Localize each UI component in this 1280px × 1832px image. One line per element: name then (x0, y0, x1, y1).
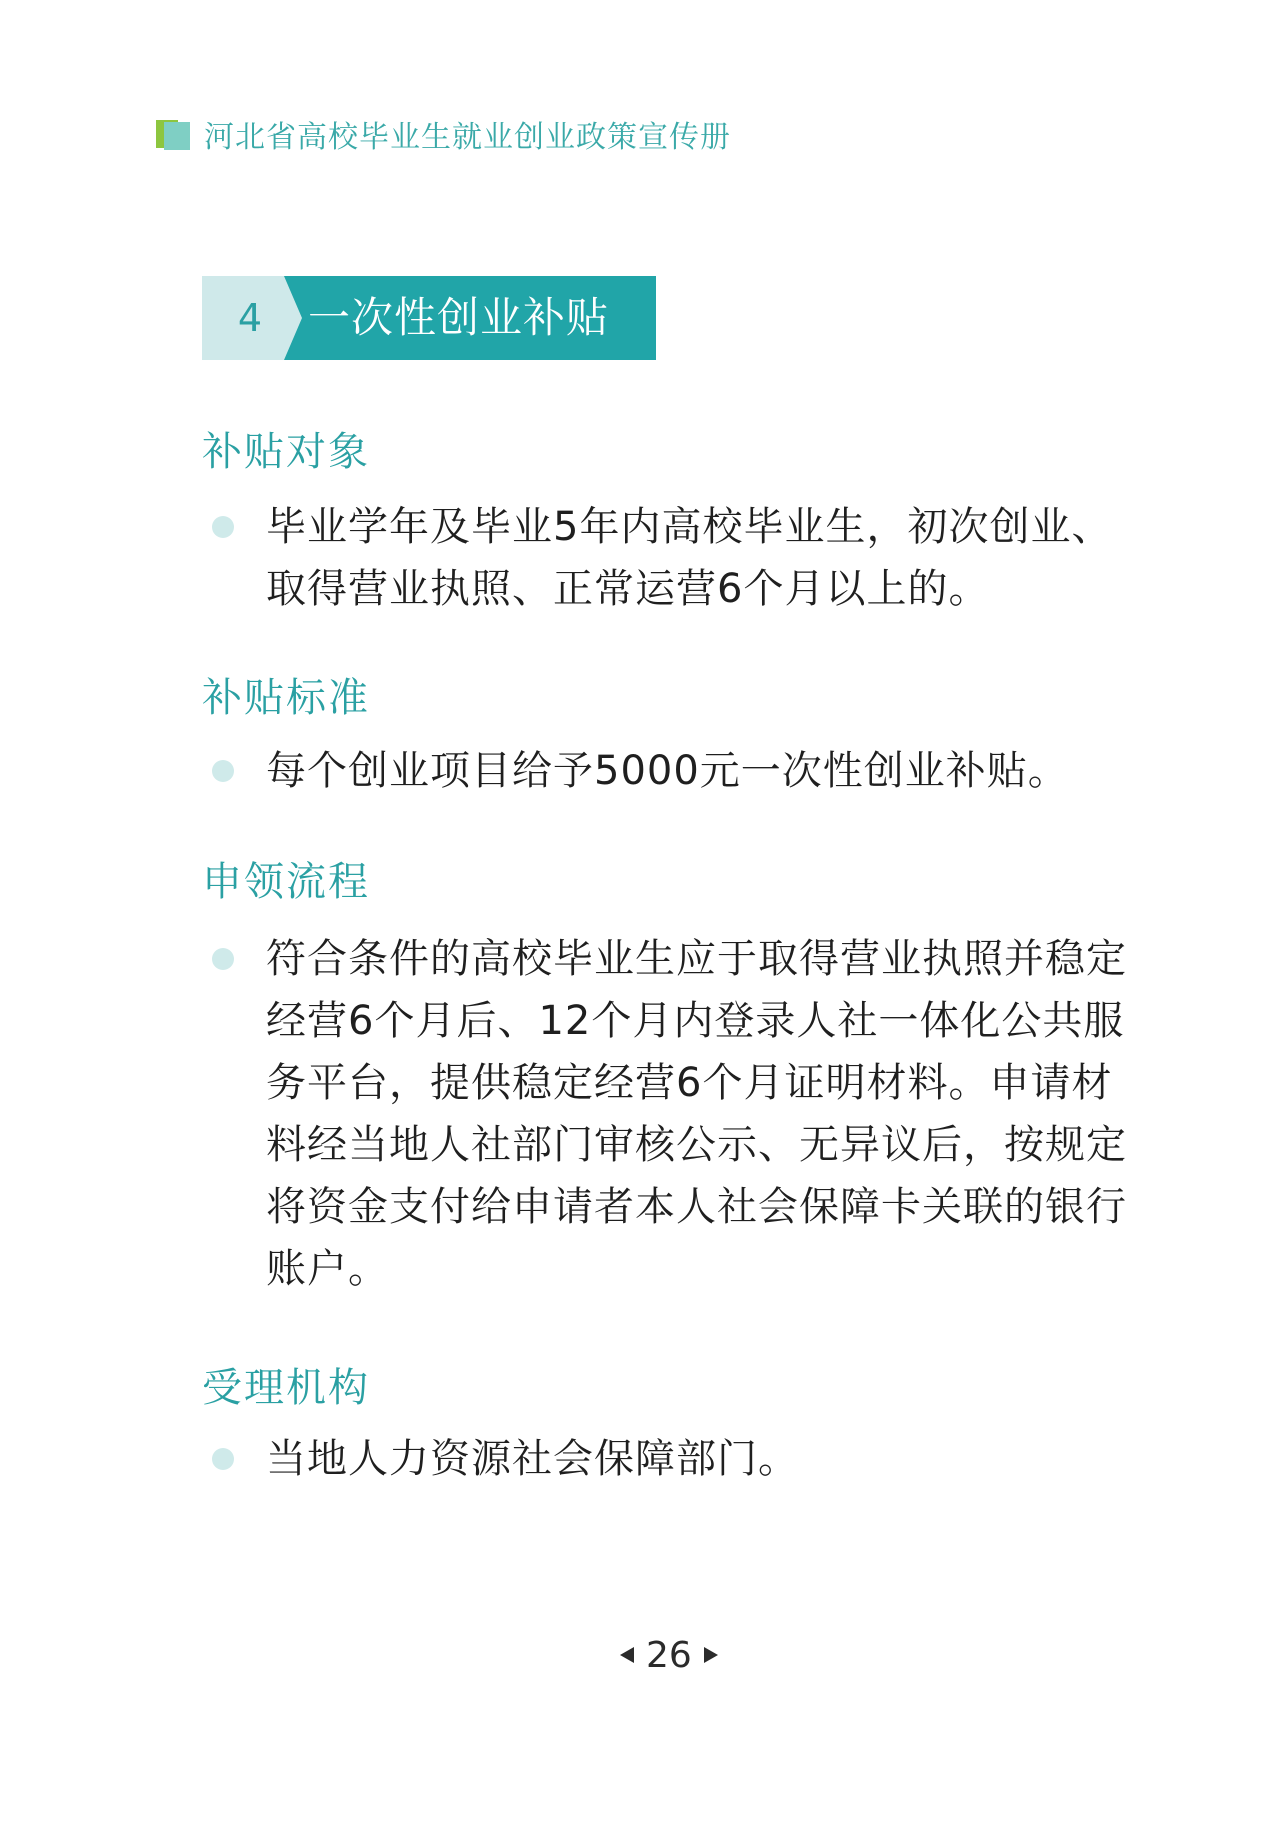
section-banner (202, 276, 656, 360)
triangle-left-icon (620, 1647, 634, 1663)
subheading-eligibility: 补贴对象 (202, 429, 370, 475)
bullet-dot-icon (212, 516, 234, 538)
bullet-text: 当地人力资源社会保障部门。 (266, 1436, 799, 1482)
header-logo-mark (156, 116, 192, 152)
running-header-title: 河北省高校毕业生就业创业政策宣传册 (204, 120, 731, 155)
running-header (156, 112, 731, 156)
section-number: 4 (237, 296, 263, 340)
subheading-standard: 补贴标准 (202, 675, 370, 721)
page-number: 26 (646, 1634, 692, 1676)
triangle-right-icon (704, 1647, 718, 1663)
page-footer (620, 1630, 718, 1680)
bullet-text: 毕业学年及毕业5年内高校毕业生，初次创业、取得营业执照、正常运营6个月以上的。 (266, 504, 1113, 612)
subheading-process: 申领流程 (202, 859, 370, 905)
bullet-dot-icon (212, 760, 234, 782)
bullet-dot-icon (212, 948, 234, 970)
section-title: 一次性创业补贴 (308, 293, 610, 342)
bullet-dot-icon (212, 1448, 234, 1470)
subheading-agency: 受理机构 (202, 1365, 370, 1411)
bullet-text: 符合条件的高校毕业生应于取得营业执照并稳定经营6个月后、12个月内登录人社一体化公共服务平台，提供稳定经营6个月证明材料。申请材料经当地人社部门审核公示、无异议后，按规定将资金支付给申请者本人社会保障卡关联的银行账户。 (266, 936, 1127, 1292)
bullet-text: 每个创业项目给予5000元一次性创业补贴。 (266, 748, 1069, 794)
